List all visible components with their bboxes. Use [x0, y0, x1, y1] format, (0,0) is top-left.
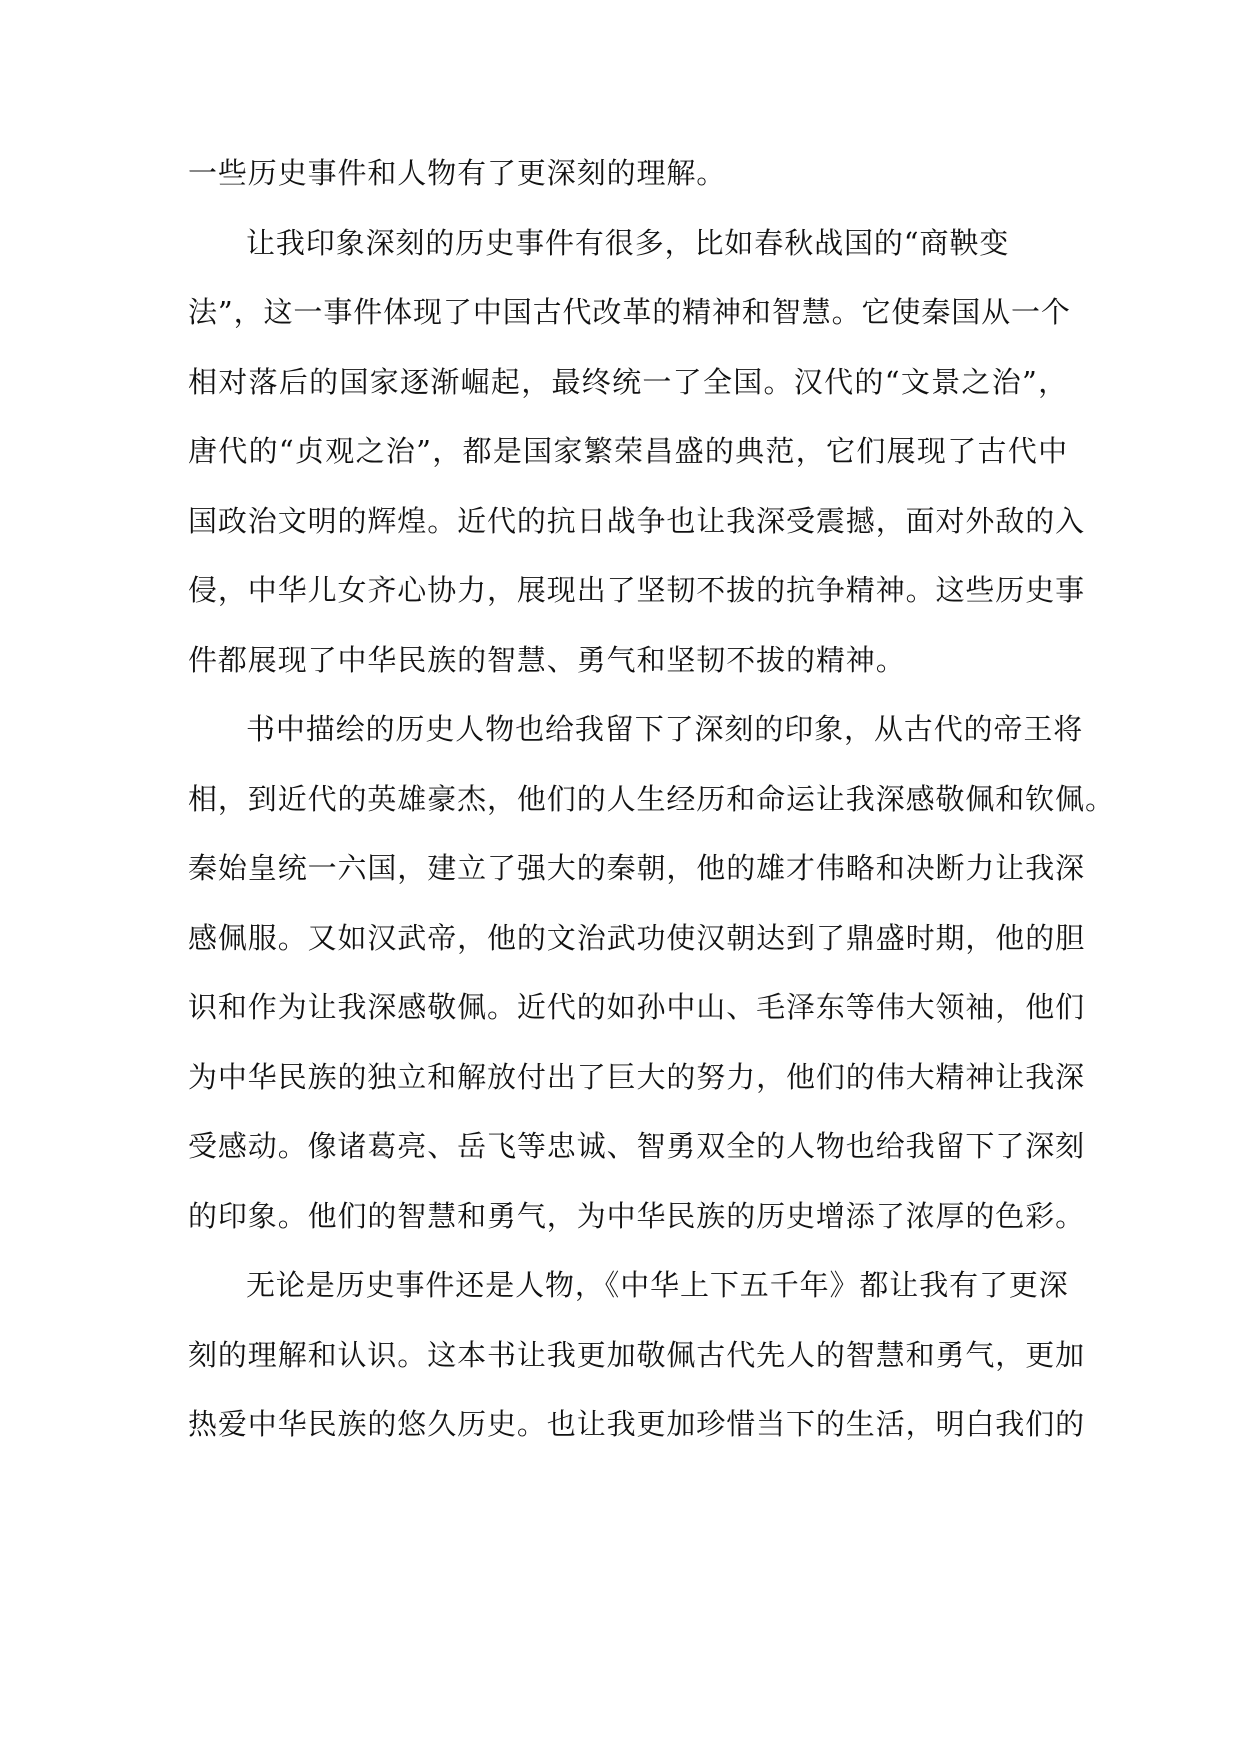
text-line: 的印象。他们的智慧和勇气，为中华民族的历史增添了浓厚的色彩。 [188, 1198, 1086, 1233]
text-line: 受感动。像诸葛亮、岳飞等忠诚、智勇双全的人物也给我留下了深刻 [188, 1129, 1086, 1163]
text-line: 感佩服。又如汉武帝，他的文治武功使汉朝达到了鼎盛时期，他的胆 [188, 920, 1086, 955]
text-line: 刻的理解和认识。这本书让我更加敬佩古代先人的智慧和勇气，更加 [188, 1337, 1086, 1372]
text-line: 无论是历史事件还是人物，《中华上下五千年》都让我有了更深 [246, 1268, 1069, 1302]
text-line: 为中华民族的独立和解放付出了巨大的努力，他们的伟大精神让我深 [188, 1059, 1086, 1094]
text-line: 国政治文明的辉煌。近代的抗日战争也让我深受震撼，面对外敌的入 [188, 503, 1086, 538]
document-body [188, 141, 1115, 1462]
text-line: 相，到近代的英雄豪杰，他们的人生经历和命运让我深感敬佩和钦佩。 [188, 781, 1115, 816]
text-line: 侵，中华儿女齐心协力，展现出了坚韧不拔的抗争精神。这些历史事 [188, 573, 1086, 607]
text-line: 识和作为让我深感敬佩。近代的如孙中山、毛泽东等伟大领袖，他们 [188, 990, 1086, 1024]
text-line: 法”，这一事件体现了中国古代改革的精神和智慧。它使秦国从一个 [188, 295, 1071, 329]
text-line: 相对落后的国家逐渐崛起，最终统一了全国。汉代的“文景之治”， [188, 364, 1068, 399]
text-line: 唐代的“贞观之治”，都是国家繁荣昌盛的典范，它们展现了古代中 [188, 434, 1068, 468]
text-line: 让我印象深刻的历史事件有很多，比如春秋战国的“商鞅变 [246, 225, 1010, 260]
text-line: 件都展现了中华民族的智慧、勇气和坚韧不拔的精神。 [188, 642, 906, 677]
text-line: 书中描绘的历史人物也给我留下了深刻的印象，从古代的帝王将 [246, 712, 1084, 746]
text-line: 一些历史事件和人物有了更深刻的理解。 [188, 156, 727, 190]
text-line: 秦始皇统一六国，建立了强大的秦朝，他的雄才伟略和决断力让我深 [188, 851, 1086, 885]
text-line: 热爱中华民族的悠久历史。也让我更加珍惜当下的生活，明白我们的 [188, 1407, 1086, 1441]
